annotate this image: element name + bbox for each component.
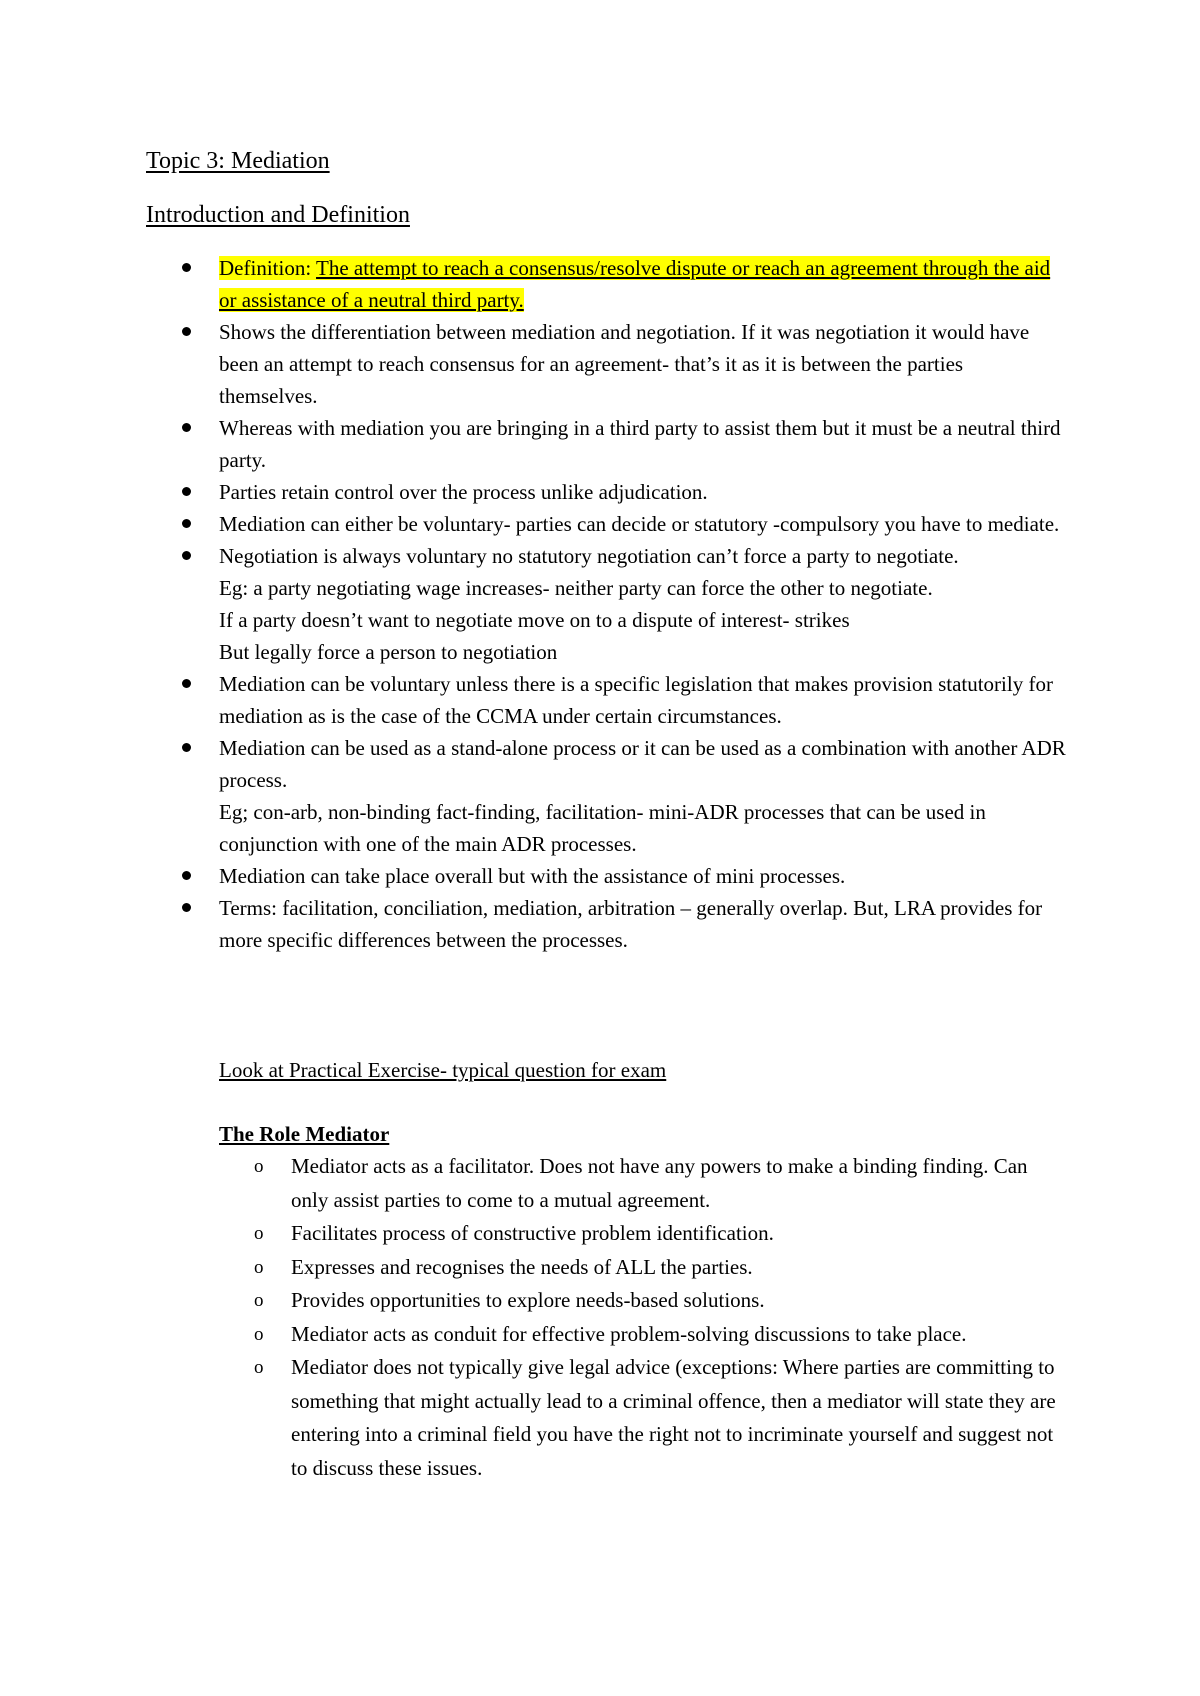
bullet-item <box>146 860 1066 892</box>
bullet-item <box>146 892 1066 956</box>
role-mediator-heading: The Role Mediator <box>219 1122 390 1146</box>
bullet-text: Whereas with mediation you are bringing in a third party to assist them but it must be a neutral third party. <box>219 416 1061 472</box>
bullet-text: Parties retain control over the process unlike adjudication. <box>219 480 708 504</box>
bullet-text: Mediation can be used as a stand-alone process or it can be used as a combination with another ADR process. <box>219 736 1066 792</box>
bullet-icon <box>182 679 191 688</box>
bullet-icon <box>182 743 191 752</box>
definition-highlight <box>219 256 1050 312</box>
bullet-continuation: Eg: a party negotiating wage increases- neither party can force the other to negotiate. <box>219 576 933 600</box>
definition-bullet-list <box>146 252 1066 956</box>
role-mediator-list <box>219 1150 1069 1485</box>
section-title-introduction: Introduction and Definition <box>146 202 410 228</box>
bullet-icon <box>182 327 191 336</box>
bullet-icon <box>182 903 191 912</box>
role-item-text: Mediator does not typically give legal advice (exceptions: Where parties are committing to something that might actually lead to a criminal offence, then a mediator will state they are entering into a criminal field you have the right not to incriminate yourself and suggest not to discuss these issues. <box>291 1355 1056 1480</box>
role-list-item <box>219 1251 1069 1285</box>
bullet-item <box>146 732 1066 860</box>
role-list-item <box>219 1150 1069 1217</box>
bullet-item <box>146 508 1066 540</box>
circle-bullet-icon: o <box>254 1256 264 1278</box>
bullet-item-definition <box>146 252 1066 316</box>
bullet-icon <box>182 487 191 496</box>
role-list-item <box>219 1217 1069 1251</box>
bullet-item <box>146 668 1066 732</box>
circle-bullet-icon: o <box>254 1156 264 1177</box>
definition-text: The attempt to reach a consensus/resolve dispute or reach an agreement through the aid or assistance of a neutral third party. <box>219 256 1051 312</box>
definition-prefix: Definition: <box>219 256 317 280</box>
bullet-icon <box>182 423 191 432</box>
role-item-text: Provides opportunities to explore needs-based solutions. <box>291 1288 765 1312</box>
circle-bullet-icon: o <box>254 1290 264 1311</box>
bullet-continuation: Eg; con-arb, non-binding fact-finding, facilitation- mini-ADR processes that can be used in conjunction with one of the main ADR processes. <box>219 800 986 856</box>
circle-bullet-icon: o <box>254 1223 264 1244</box>
bullet-text: Mediation can take place overall but with the assistance of mini processes. <box>219 864 846 888</box>
bullet-text: Negotiation is always voluntary no statutory negotiation can’t force a party to negotiate. <box>219 544 959 568</box>
bullet-item <box>146 316 1066 412</box>
bullet-text: Mediation can be voluntary unless there is a specific legislation that makes provision statutorily for mediation as is the case of the CCMA under certain circumstances. <box>219 672 1053 728</box>
bullet-icon <box>182 263 191 272</box>
circle-bullet-icon: o <box>254 1357 264 1378</box>
topic-title: Topic 3: Mediation <box>146 148 330 174</box>
bullet-icon <box>182 871 191 880</box>
role-list-item <box>219 1351 1069 1485</box>
bullet-icon <box>182 519 191 528</box>
role-item-text: Facilitates process of constructive problem identification. <box>291 1221 774 1245</box>
bullet-item <box>146 540 1066 668</box>
bullet-text: Mediation can either be voluntary- parties can decide or statutory -compulsory you have to mediate. <box>219 512 1060 536</box>
bullet-continuation: If a party doesn’t want to negotiate move on to a dispute of interest- strikes <box>219 608 850 632</box>
practical-exercise-note: Look at Practical Exercise- typical question for exam <box>219 1058 667 1082</box>
circle-bullet-icon: o <box>254 1323 264 1345</box>
role-list-item <box>219 1284 1069 1318</box>
role-item-text: Expresses and recognises the needs of ALL the parties. <box>291 1254 753 1279</box>
bullet-item <box>146 476 1066 508</box>
bullet-text: Terms: facilitation, conciliation, mediation, arbitration – generally overlap. But, LRA provides for more specific differences between the processes. <box>219 896 1043 952</box>
role-item-text: Mediator acts as a facilitator. Does not have any powers to make a binding finding. Can only assist parties to come to a mutual agreement. <box>291 1154 1028 1212</box>
bullet-text: Shows the differentiation between mediation and negotiation. If it was negotiation it would have been an attempt to reach consensus for an agreement- that’s it as it is between the parties themselves. <box>219 320 1030 408</box>
role-item-text: Mediator acts as conduit for effective problem-solving discussions to take place. <box>291 1321 967 1346</box>
role-list-item <box>219 1318 1069 1352</box>
bullet-item <box>146 412 1066 476</box>
bullet-icon <box>182 551 191 560</box>
bullet-continuation: But legally force a person to negotiation <box>219 640 558 664</box>
